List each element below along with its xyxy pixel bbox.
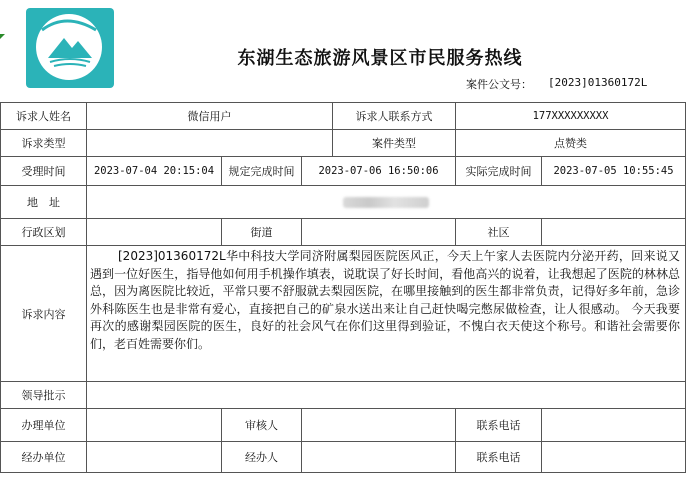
community-label: 社区: [456, 219, 542, 245]
content-label: 诉求内容: [0, 246, 87, 381]
table-row: [0, 246, 686, 382]
petitioner-name-label: 诉求人姓名: [0, 103, 87, 129]
table-row: [0, 157, 686, 186]
actual-time-label: 实际完成时间: [456, 157, 542, 185]
contact-label: 诉求人联系方式: [333, 103, 456, 129]
case-type-label: 案件类型: [333, 130, 456, 156]
request-type-value[interactable]: [87, 130, 333, 156]
operator-label: 经办人: [222, 442, 302, 472]
table-row: [0, 219, 686, 246]
table-row: [0, 442, 686, 473]
leader-instruction-label: 领导批示: [0, 382, 87, 408]
lake-mountain-logo-icon: [26, 8, 114, 88]
street-label: 街道: [222, 219, 302, 245]
community-value[interactable]: [542, 219, 686, 245]
reviewer-label: 审核人: [222, 409, 302, 441]
table-row: [0, 409, 686, 442]
request-type-label: 诉求类型: [0, 130, 87, 156]
page-title: 东湖生态旅游风景区市民服务热线: [237, 48, 523, 69]
street-value[interactable]: [302, 219, 456, 245]
leader-instruction-value[interactable]: [87, 382, 686, 408]
accept-time-label: 受理时间: [0, 157, 87, 185]
contact-value[interactable]: 177XXXXXXXXX: [456, 103, 686, 129]
operator-phone-label: 联系电话: [456, 442, 542, 472]
due-time-label: 规定完成时间: [222, 157, 302, 185]
table-row: [0, 130, 686, 157]
address-label: 地 址: [0, 186, 87, 218]
logo-mountain-graphic: [26, 8, 114, 88]
handling-phone-value[interactable]: [542, 409, 686, 441]
operator-value[interactable]: [302, 442, 456, 472]
case-number-value: [2023]01360172L: [548, 76, 648, 89]
table-row: [0, 103, 686, 130]
handling-unit-value[interactable]: [87, 409, 222, 441]
handling-phone-label: 联系电话: [456, 409, 542, 441]
reviewer-value[interactable]: [302, 409, 456, 441]
operator-unit-label: 经办单位: [0, 442, 87, 472]
content-text: [2023]01360172L华中科技大学同济附属梨园医院医风正，今天上午家人去医院内分泌开药，回来说又遇到一位好医生，指导他如何用手机操作填表，说耽误了好长时间，看他高兴的说着，让我想起了医院的林林总总，因为离医院比较近，平常只要不舒服就去梨园医院，在哪里接触到的医生都非常负责，记得好多年前，急诊外科陈医生也是非常有爱心，直接把自己的矿泉水送出来让自己赶快喝完憋尿做检查，让人很感动。 今天我要再次的感谢梨园医院的医生，良好的社会风气在你们这里得到验证，不愧白衣天使这个称号。和谐社会需要你们，老百姓需要你们。: [90, 249, 680, 351]
district-value[interactable]: [87, 219, 222, 245]
operator-unit-value[interactable]: [87, 442, 222, 472]
table-row: [0, 186, 686, 219]
district-label: 行政区划: [0, 219, 87, 245]
cell-comment-marker: [0, 34, 5, 39]
address-value[interactable]: [87, 186, 686, 218]
form-table: [0, 102, 686, 473]
accept-time-value[interactable]: 2023-07-04 20:15:04: [87, 157, 222, 185]
due-time-value[interactable]: 2023-07-06 16:50:06: [302, 157, 456, 185]
actual-time-value[interactable]: 2023-07-05 10:55:45: [542, 157, 686, 185]
operator-phone-value[interactable]: [542, 442, 686, 472]
petitioner-name-value[interactable]: 微信用户: [87, 103, 333, 129]
case-number-label: 案件公文号：: [466, 78, 532, 91]
redacted-address: [343, 197, 429, 208]
handling-unit-label: 办理单位: [0, 409, 87, 441]
table-row: [0, 382, 686, 409]
case-type-value[interactable]: 点赞类: [456, 130, 686, 156]
